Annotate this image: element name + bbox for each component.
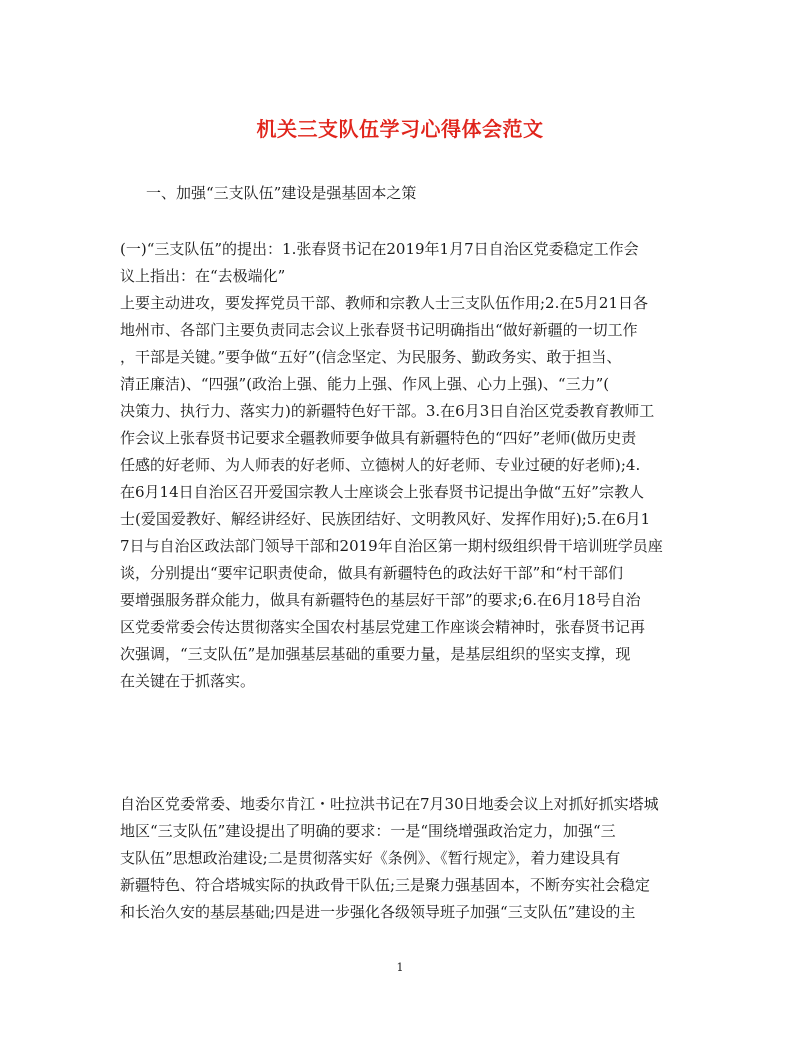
paragraph-line: 谈，分别提出“要牢记职责使命，做具有新疆特色的政法好干部”和“村干部们: [120, 564, 624, 582]
paragraph-line: (一)“三支队伍”的提出：1.张春贤书记在2019年1月7日自治区党委稳定工作会: [120, 240, 639, 258]
section-heading: 一、加强“三支队伍”建设是强基固本之策: [146, 184, 417, 202]
paragraph-line: 次强调，“三支队伍”是加强基层基础的重要力量，是基层组织的坚实支撑，现: [120, 645, 631, 663]
paragraph-line: 在关键在于抓落实。: [120, 672, 256, 690]
paragraph-2: [120, 791, 685, 926]
paragraph-line: 上要主动进攻，要发挥党员干部、教师和宗教人士三支队伍作用;2.在5月21日各: [120, 294, 648, 312]
paragraph-line: 7日与自治区政法部门领导干部和2019年自治区第一期村级组织骨干培训班学员座: [120, 537, 663, 555]
paragraph-line: 地州市、各部门主要负责同志会议上张春贤书记明确指出“做好新疆的一切工作: [120, 321, 638, 339]
paragraph-line: 要增强服务群众能力，做具有新疆特色的基层好干部”的要求;6.在6月18号自治: [120, 591, 641, 609]
page-number: 1: [396, 961, 404, 974]
paragraph-1: [120, 236, 685, 695]
paragraph-line: 支队伍”思想政治建设;二是贯彻落实好《条例》、《暂行规定》，着力建设具有: [120, 849, 621, 867]
document-title: 机关三支队伍学习心得体会范文: [256, 117, 544, 141]
paragraph-line: 士(爱国爱教好、解经讲经好、民族团结好、文明教风好、发挥作用好);5.在6月1: [120, 510, 651, 528]
paragraph-line: 在6月14日自治区召开爱国宗教人士座谈会上张春贤书记提出争做“五好”宗教人: [120, 483, 644, 501]
paragraph-line: 任感的好老师、为人师表的好老师、立德树人的好老师、专业过硬的好老师);4.: [120, 456, 641, 474]
paragraph-line: 清正廉洁)、“四强”(政治上强、能力上强、作风上强、心力上强)、“三力”(: [120, 375, 610, 393]
paragraph-line: 地区“三支队伍”建设提出了明确的要求：一是“围绕增强政治定力，加强“三: [120, 822, 616, 840]
paragraph-line: 自治区党委常委、地委尔肯江・吐拉洪书记在7月30日地委会议上对抓好抓实塔城: [120, 795, 659, 813]
paragraph-line: 区党委常委会传达贯彻落实全国农村基层党建工作座谈会精神时，张春贤书记再: [120, 618, 646, 636]
paragraph-line: 和长治久安的基层基础;四是进一步强化各级领导班子加强“三支队伍”建设的主: [120, 903, 636, 921]
paragraph-line: ，干部是关键。”要争做“五好”(信念坚定、为民服务、勤政务实、敢于担当、: [120, 348, 622, 366]
paragraph-line: 新疆特色、符合塔城实际的执政骨干队伍;三是聚力强基固本，不断夯实社会稳定: [120, 876, 651, 894]
paragraph-line: 决策力、执行力、落实力)的新疆特色好干部。3.在6月3日自治区党委教育教师工: [120, 402, 655, 420]
paragraph-line: 议上指出：在“去极端化”: [120, 267, 286, 285]
paragraph-line: 作会议上张春贤书记要求全疆教师要争做具有新疆特色的“四好”老师(做历史责: [120, 429, 637, 447]
